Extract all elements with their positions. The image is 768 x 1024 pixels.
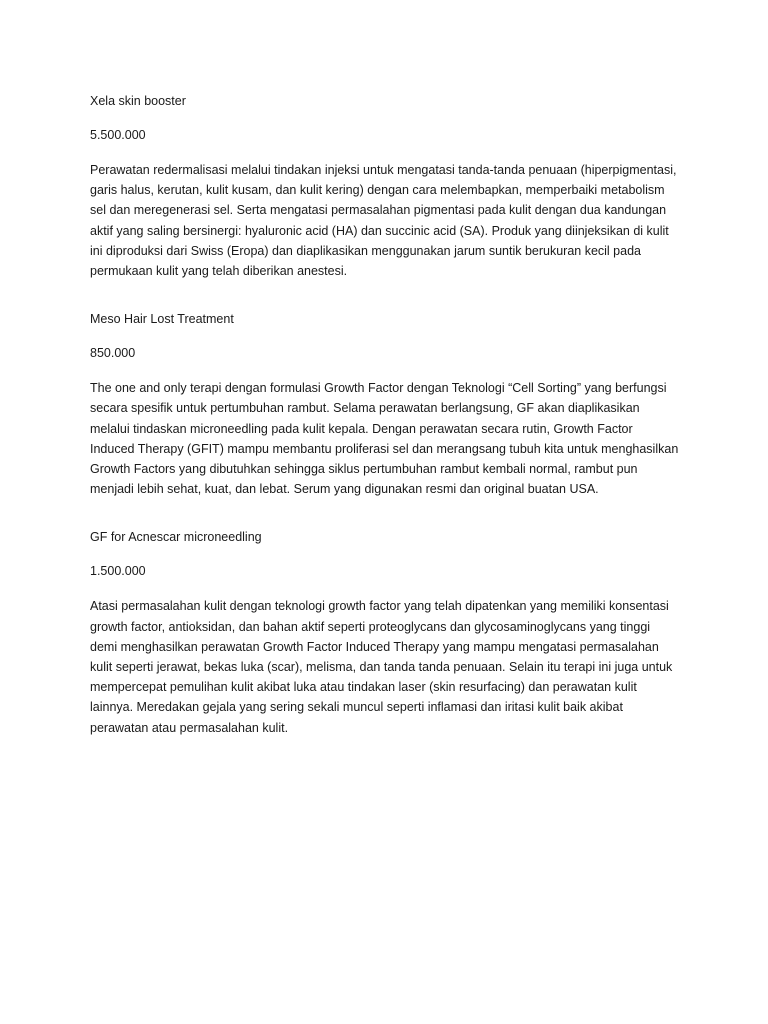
treatment-price: 850.000 (90, 346, 136, 361)
treatment-price: 1.500.000 (90, 564, 146, 579)
treatment-description: The one and only terapi dengan formulasi Growth Factor dengan Teknologi “Cell Sorting” yang berfungsi secara spesifik untuk pertumbuhan rambut. Selama perawatan berlangsung, GF akan diaplikasikan melalui tindaskan microneedling pada kulit kepala. Dengan perawatan secara rutin, Growth Factor Induced Therapy (GFIT) mampu membantu proliferasi sel dan merangsang tubuh kita untuk menghasilkan Growth Factors yang dibutuhkan sehingga siklus pertumbuhan rambut kembali normal, rambut pun menjadi lebih sehat, kuat, dan lebat. Serum yang digunakan resmi dan original buatan USA. (90, 381, 679, 497)
treatment-price: 5.500.000 (90, 128, 146, 142)
treatment-title: GF for Acnescar microneedling (90, 530, 262, 545)
treatment-section-meso-hair (90, 311, 680, 499)
treatment-description: Atasi permasalahan kulit dengan teknologi growth factor yang telah dipatenkan yang memiliki konsentasi growth factor, antioksidan, dan bahan aktif seperti proteoglycans dan glycosaminoglycans yang tinggi demi menghasilkan perawatan Growth Factor Induced Therapy yang mampu mengatasi permasalahan kulit seperti jerawat, bekas luka (scar), melisma, dan tanda tanda penuaan. Selain itu terapi ini juga untuk mempercepat pemulihan kulit akibat luka atau tindakan laser (skin resurfacing) dan perawatan kulit lainnya. Meredakan gejala yang sering sekali muncul seperti inflamasi dan iritasi kulit baik akibat perawatan atau permasalahan kulit. (90, 599, 673, 735)
document-page (90, 93, 680, 768)
treatment-title: Meso Hair Lost Treatment (90, 312, 234, 327)
treatment-section-gf-acnescar (90, 529, 680, 737)
treatment-description: Perawatan redermalisasi melalui tindakan injeksi untuk mengatasi tanda-tanda penuaan (hiperpigmentasi, garis halus, kerutan, kulit kusam, dan kulit kering) dengan cara melembapkan, memperbaiki metabolism sel dan meregenerasi sel. Serta mengatasi permasalahan pigmentasi pada kulit dengan dua kandungan aktif yang saling bersinergi: hyaluronic acid (HA) dan succinic acid (SA). Produk yang diinjeksikan di kulit ini diproduksi dari Swiss (Eropa) dan diaplikasikan menggunakan jarum suntik berukuran kecil pada permukaan kulit yang telah diberikan anestesi. (90, 163, 677, 279)
treatment-title: Xela skin booster (90, 94, 186, 108)
treatment-section-xela (90, 93, 680, 281)
